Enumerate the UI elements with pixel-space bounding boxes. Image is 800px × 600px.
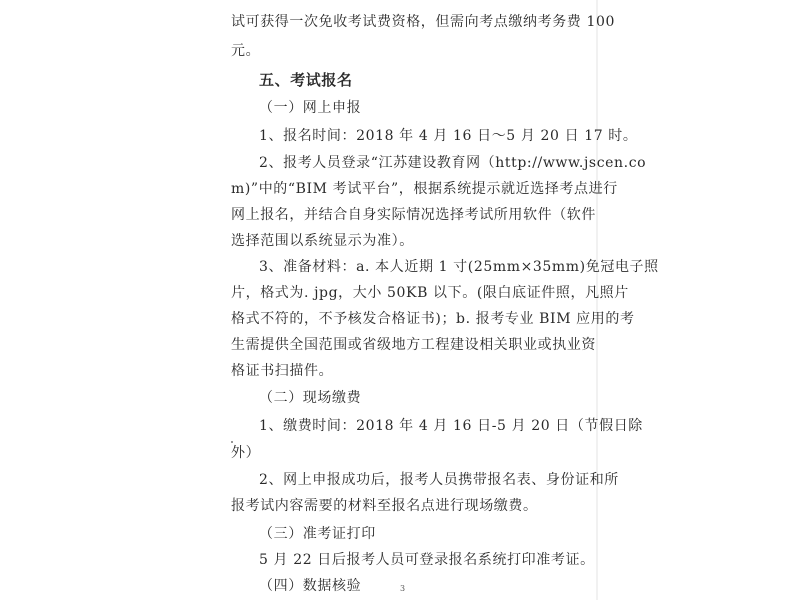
paragraph-line: 选择范围以系统显示为准）。: [231, 233, 414, 249]
paragraph-line: 3、准备材料：a. 本人近期 1 寸(25mm×35mm)免冠电子照: [259, 259, 659, 275]
paragraph-line: 元。: [231, 43, 261, 59]
subsection-heading: （四）数据核验: [259, 578, 362, 594]
subsection-heading: （一）网上申报: [259, 100, 362, 116]
paragraph-line: 2、网上申报成功后，报考人员携带报名表、身份证和所: [259, 472, 619, 488]
paragraph-line: 试可获得一次免收考试费资格，但需向考点缴纳考务费 100: [231, 14, 615, 30]
paragraph-line: 生需提供全国范围或省级地方工程建设相关职业或执业资: [231, 337, 596, 353]
paragraph-line: 外）: [231, 445, 261, 461]
subsection-heading: （三）准考证打印: [259, 526, 376, 542]
paragraph-line: 网上报名，并结合自身实际情况选择考试所用软件（软件: [231, 207, 596, 223]
scan-speck: [231, 441, 233, 443]
paragraph-line: 1、报名时间：2018 年 4 月 16 日～5 月 20 日 17 时。: [259, 128, 638, 144]
paragraph-line: 格式不符的，不予核发合格证书)；b. 报考专业 BIM 应用的考: [231, 311, 635, 327]
page-number: 3: [400, 584, 406, 593]
section-heading: 五、考试报名: [259, 71, 353, 89]
paragraph-line: m)”中的“BIM 考试平台”，根据系统提示就近选择考点进行: [231, 181, 618, 197]
paragraph-line: 报考试内容需要的材料至报名点进行现场缴费。: [231, 498, 538, 514]
paragraph-line: 1、缴费时间：2018 年 4 月 16 日-5 月 20 日（节假日除: [259, 418, 643, 434]
subsection-heading: （二）现场缴费: [259, 390, 362, 406]
paragraph-line: 格证书扫描件。: [231, 363, 334, 379]
paragraph-line: 2、报考人员登录“江苏建设教育网（http://www.jscen.co: [259, 155, 647, 171]
paragraph-line: 片，格式为. jpg，大小 50KB 以下。(限白底证件照，凡照片: [231, 285, 629, 301]
paragraph-line: 5 月 22 日后报考人员可登录报名系统打印准考证。: [259, 552, 595, 568]
